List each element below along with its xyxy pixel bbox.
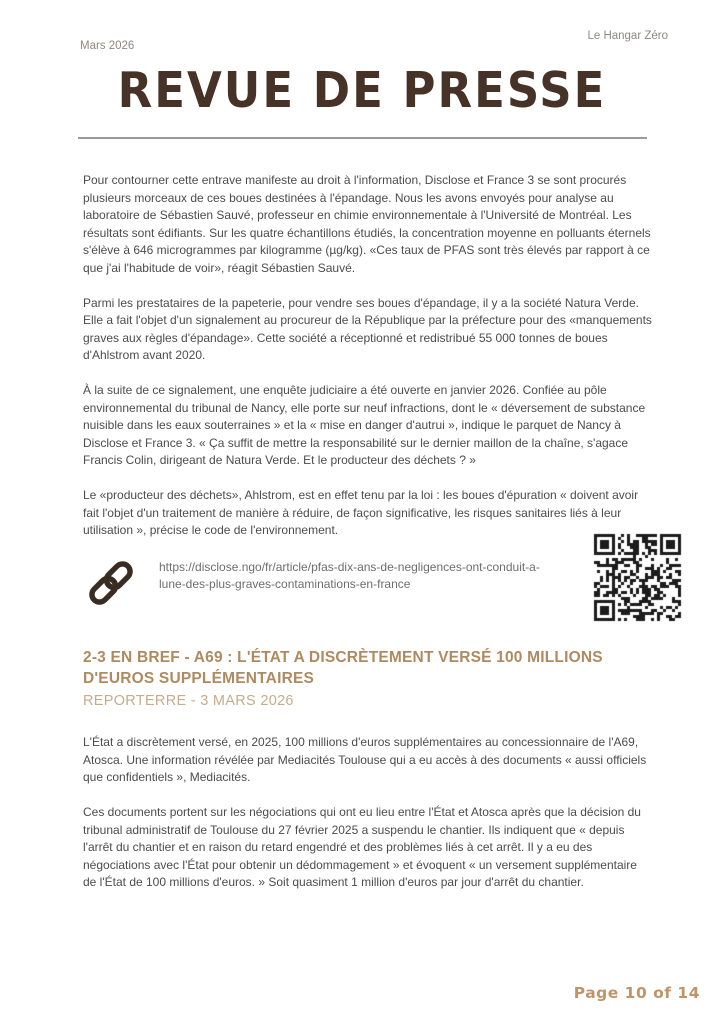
page-number: Page 10 of 14 [573,984,700,1002]
paragraph-pfas-1: Pour contourner cette entrave manifeste au droit à l'information, Disclose et France 3 se sont procurés plusieurs morceaux de ces boues destinées à l'épandage. Nous les avons envoyés pour analyse au laboratoire de Sébastien Sauvé, professeur en chimie environnementale à l'Université de Montréal. Les résultats sont édifiants. Sur les quatre échantillons étudiés, la concentration moyenne en polluants éternels s'élève à 646 microgrammes par kilogramme (µg/kg). «Ces taux de PFAS sont très élevés par rapport à ce que j'ai l'habitude de voir», réagit Sébastien Sauvé. [83,173,651,275]
article-a69-source: REPORTERRE - 3 MARS 2026 [83,692,294,709]
paragraph-a69-2: Ces documents portent sur les négociations qui ont eu lieu entre l'État et Atosca après que la décision du tribunal administratif de Toulouse du 27 février 2025 a suspendu le chantier. Ils indiquent que « depuis l'arrêt du chantier et en raison du retard engendré et des problèmes liés à cet arrêt. Il y a eu des négociations avec l'État pour obtenir un dédommagement » et évoquent « un versement supplémentaire de l'État de 100 millions d'euros. » Soit quasiment 1 million d'euros par jour d'arrêt du chantier. [83,805,641,890]
article-a69-heading: 2-3 EN BREF - A69 : L'ÉTAT A DISCRÈTEMENT VERSÉ 100 MILLIONS D'EUROS SUPPLÉMENTAIRES [83,648,603,688]
header-org-name: Le Hangar Zéro [587,30,668,42]
page-title: REVUE DE PRESSE [117,61,607,119]
paragraph-a69-1: L'État a discrètement versé, en 2025, 100 millions d'euros supplémentaires au concessionnaire de l'A69, Atosca. Une information révélée par Mediacités Toulouse qui a eu accès à des documents « aussi officiels que confidentiels », Mediacités. [83,735,647,785]
article-source-url[interactable]: https://disclose.ngo/fr/article/pfas-dix-ans-de-negligences-ont-conduit-a-lune-des-plus-graves-contaminations-en-france [159,559,540,591]
chain-link-icon [85,557,137,609]
header-date: Mars 2026 [80,40,135,52]
paragraph-pfas-4: Le «producteur des déchets», Ahlstrom, est en effet tenu par la loi : les boues d'épuration « doivent avoir fait l'objet d'un traitement de manière à réduire, de façon significative, les risques sanitaires liés à leur utilisation », précise le code de l'environnement. [83,487,639,538]
paragraph-pfas-2: Parmi les prestataires de la papeterie, pour vendre ses boues d'épandage, il y a la société Natura Verde. Elle a fait l'objet d'un signalement au procureur de la République par la préfecture pour des «manquements graves aux règles d'épandage». Cette société a réceptionné et redistribué 55 000 tonnes de boues d'Ahlstrom avant 2020. [83,295,652,363]
source-link-row [83,557,652,609]
page-header [0,0,724,52]
paragraph-pfas-3: À la suite de ce signalement, une enquête judiciaire a été ouverte en janvier 2026. Confiée au pôle environnemental du tribunal de Nancy, elle porte sur neuf infractions, dont le « déversement de substance nuisible dans les eaux souterraines » et la « mise en danger d'autrui », indique le parquet de Nancy à Disclose et France 3. « Ça suffit de mettre la responsabilité sur le dernier maillon de la chaîne, s'agace Francis Colin, dirigeant de Natura Verde. Et le producteur des déchets ? » [83,382,646,468]
qr-code [592,532,684,624]
article-pfas-body [0,139,724,892]
